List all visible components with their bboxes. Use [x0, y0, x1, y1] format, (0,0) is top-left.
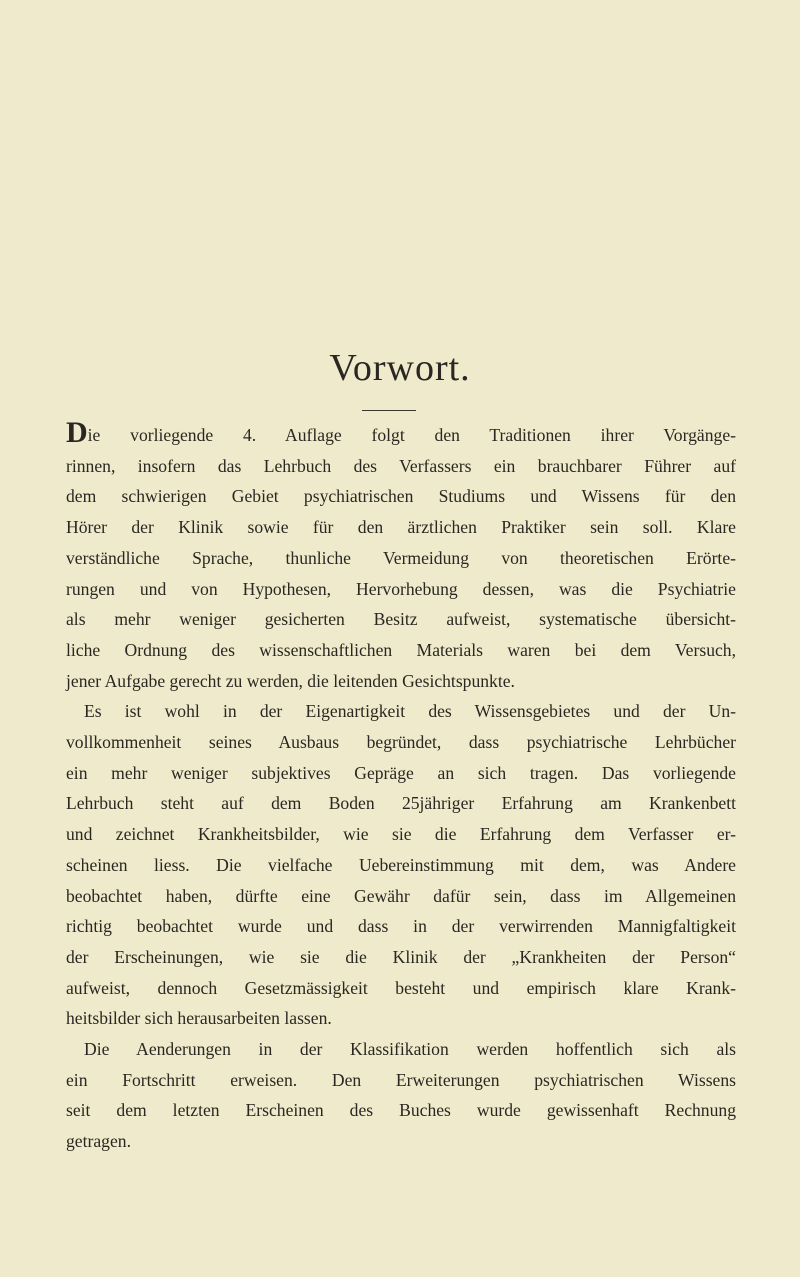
text-line: seit dem letzten Erscheinen des Buches wurde gewissenhaft Rechnung	[66, 1100, 736, 1121]
text-line: ein Fortschritt erweisen. Den Erweiterungen psychiatrischen Wissens	[66, 1069, 736, 1090]
text-line: rungen und von Hypothesen, Hervorhebung dessen, was die Psychiatrie	[66, 578, 736, 599]
text-line: Hörer der Klinik sowie für den ärztlichen Praktiker sein soll. Klare	[66, 517, 736, 538]
text-line: liche Ordnung des wissenschaftlichen Materials waren bei dem Versuch,	[66, 639, 736, 660]
drop-cap: D	[66, 416, 88, 449]
paragraph-3	[66, 1034, 736, 1157]
text-line: getragen.	[66, 1131, 131, 1152]
text-line: und zeichnet Krankheitsbilder, wie sie die Erfahrung dem Verfasser er-	[66, 824, 736, 845]
text-line: heitsbilder sich herausarbeiten lassen.	[66, 1008, 332, 1029]
page-title: Vorwort.	[329, 347, 471, 389]
title-divider	[362, 410, 416, 411]
text-line: Die Aenderungen in der Klassifikation werden hoffentlich sich als	[84, 1039, 736, 1060]
paragraph-2	[66, 696, 736, 1034]
text-line: als mehr weniger gesicherten Besitz aufweist, systematische übersicht-	[66, 609, 736, 630]
paragraph-1	[66, 416, 736, 696]
text-line: Es ist wohl in der Eigenartigkeit des Wissensgebietes und der Un-	[84, 701, 736, 722]
text-line	[66, 416, 736, 451]
text-line: verständliche Sprache, thunliche Vermeidung von theoretischen Erörte-	[66, 547, 736, 568]
text-line: vollkommenheit seines Ausbaus begründet, dass psychiatrische Lehrbücher	[66, 732, 736, 753]
preface-body	[66, 416, 736, 1157]
text-line: rinnen, insofern das Lehrbuch des Verfassers ein brauchbarer Führer auf	[66, 455, 736, 476]
text-line: ein mehr weniger subjektives Gepräge an sich tragen. Das vorliegende	[66, 762, 736, 783]
text-line: jener Aufgabe gerecht zu werden, die leitenden Gesichtspunkte.	[66, 670, 515, 691]
text-line: aufweist, dennoch Gesetzmässigkeit besteht und empirisch klare Krank-	[66, 977, 736, 998]
text-line: der Erscheinungen, wie sie die Klinik der „Krankheiten der Person“	[66, 946, 736, 967]
text-line: richtig beobachtet wurde und dass in der verwirrenden Mannigfaltigkeit	[66, 916, 736, 937]
text-line-content: ie vorliegende 4. Auflage folgt den Traditionen ihrer Vorgänge-	[87, 425, 736, 445]
text-line: Lehrbuch steht auf dem Boden 25jähriger Erfahrung am Krankenbett	[66, 793, 736, 814]
text-line: dem schwierigen Gebiet psychiatrischen Studiums und Wissens für den	[66, 486, 736, 507]
text-line: beobachtet haben, dürfte eine Gewähr dafür sein, dass im Allgemeinen	[66, 885, 736, 906]
text-line: scheinen liess. Die vielfache Uebereinstimmung mit dem, was Andere	[66, 854, 736, 875]
